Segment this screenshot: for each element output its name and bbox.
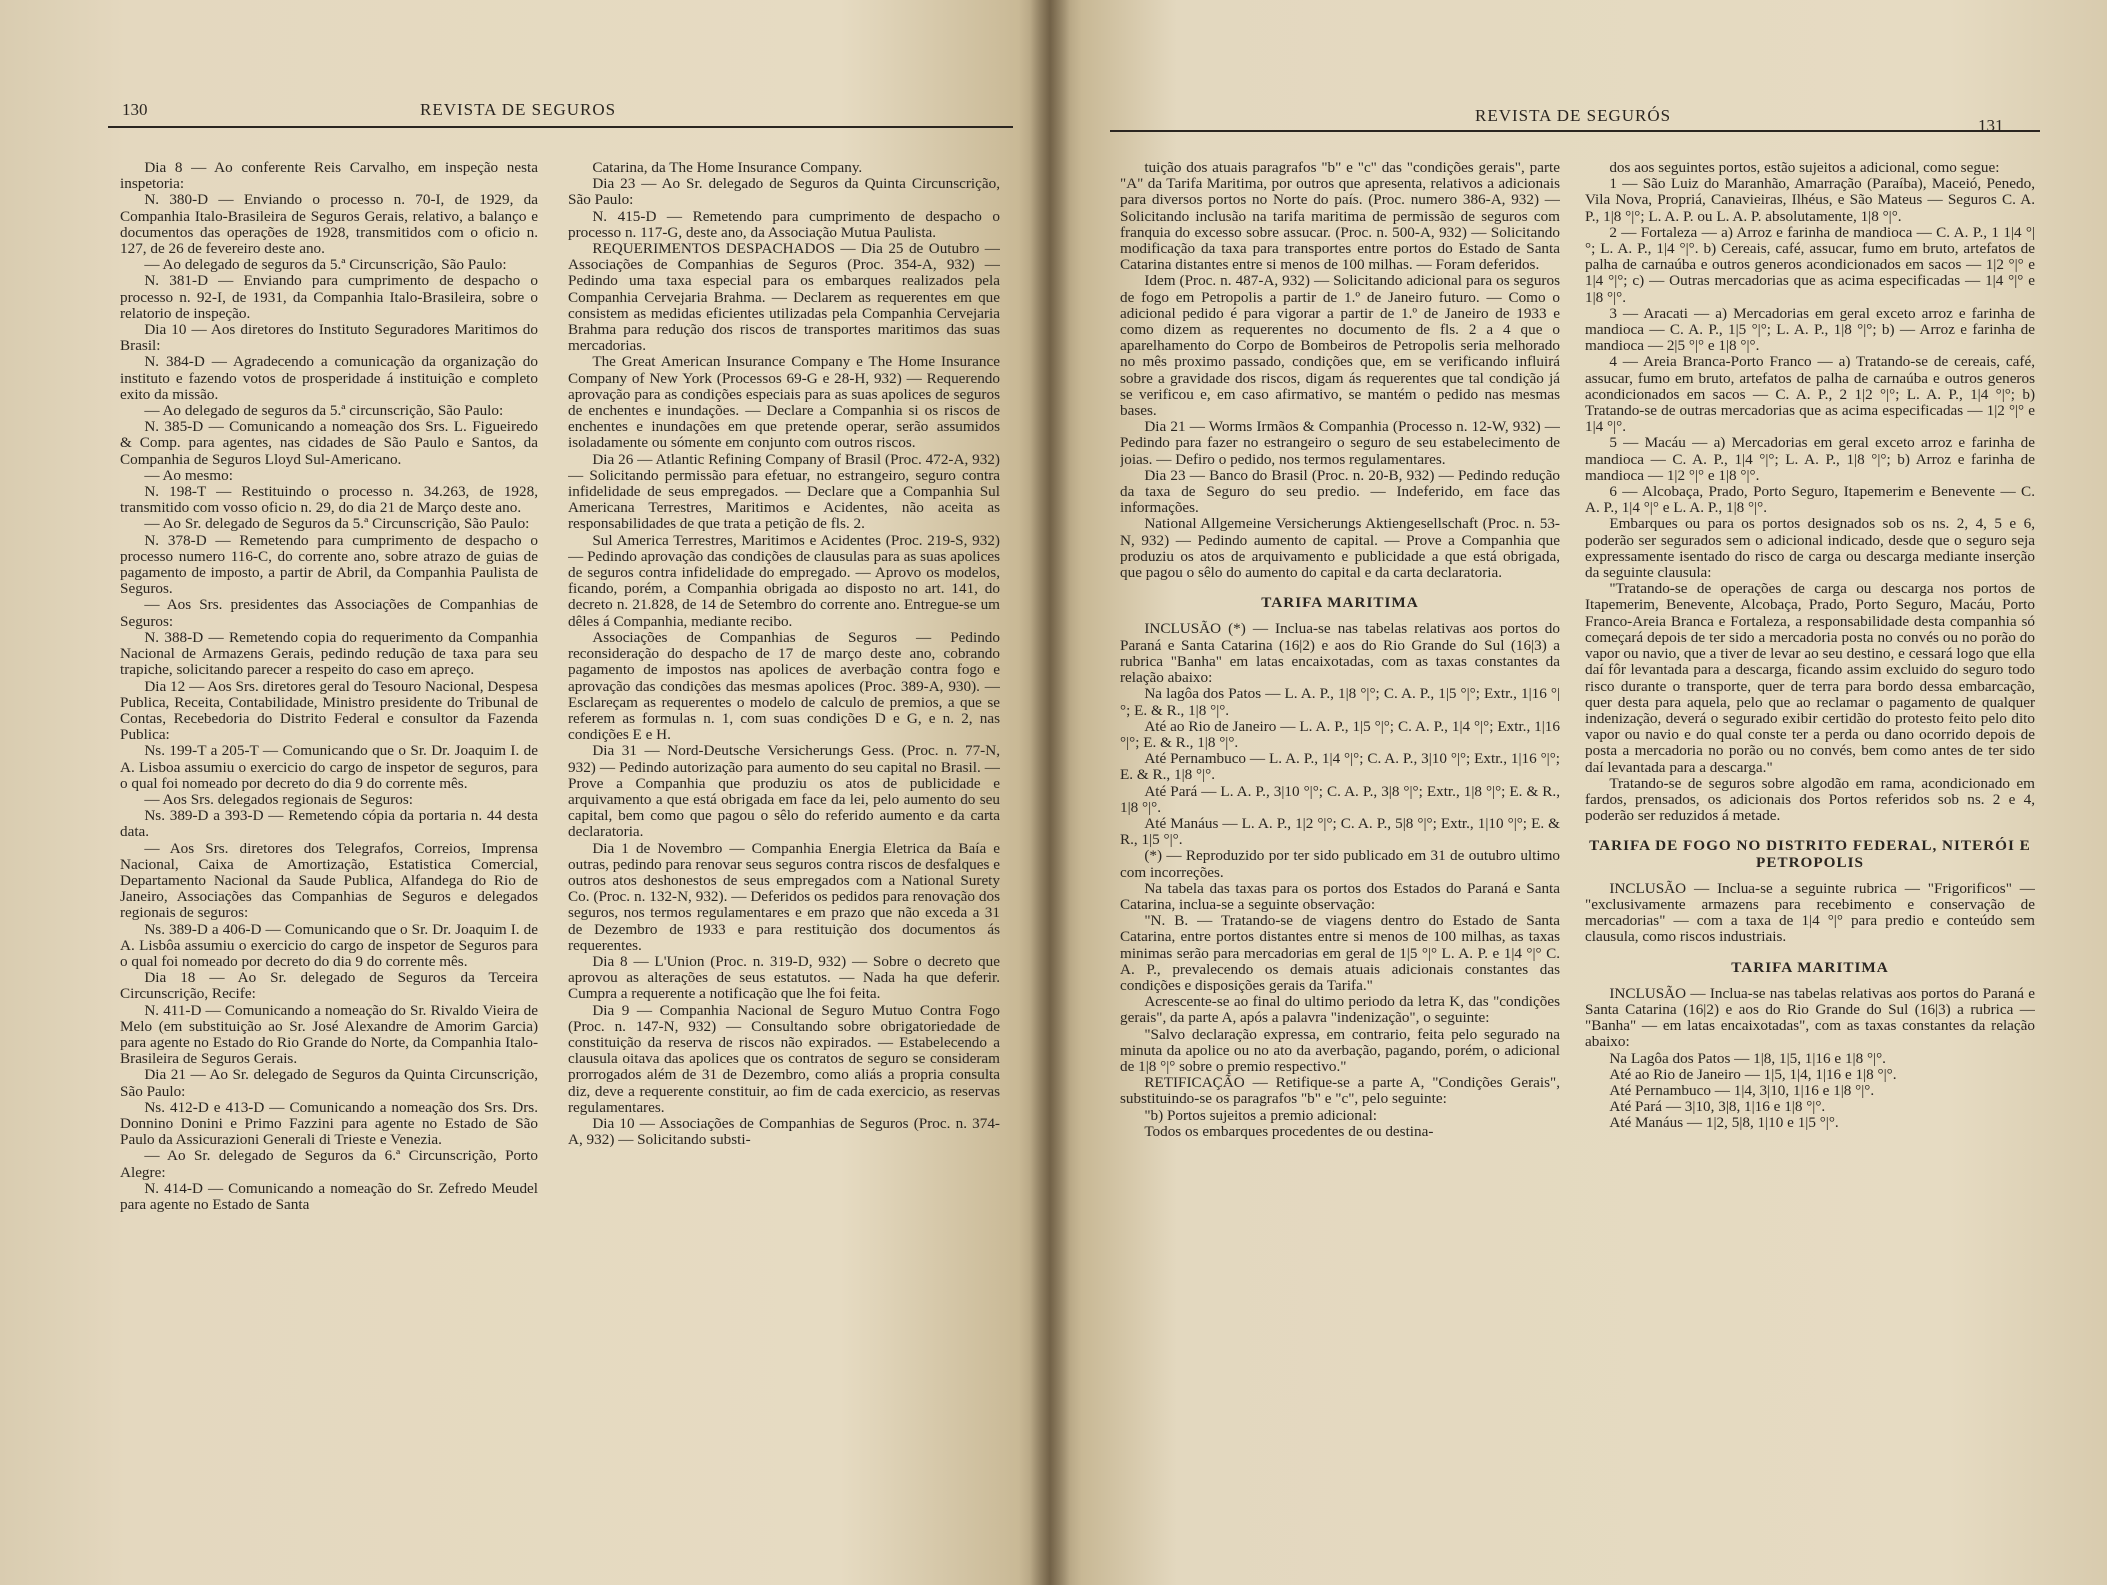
- paragraph: — Ao delegado de seguros da 5.ª circunscrição, São Paulo:: [144, 402, 504, 420]
- paragraph: "N. B. — Tratando-se de viagens dentro do Estado de Santa Catarina, entre portos distantes entre si menos de 100 milhas, as taxas minimas serão para mercadorias em geral de 1|5 °|° L. A. P. e 1|4 °|° C. A. P., prevalecendo os demais atuais adicionais constantes das condições e disposições gerais da Tarifa.": [1120, 912, 1560, 994]
- paragraph: The Great American Insurance Company e The Home Insurance Company of New York (Processos 69-G e 28-H, 932) — Requerendo aprovação para as condições especiais para as suas apolices de seguros de enchentes e inundações. — Declare a Companhia si os riscos de enchentes e inundações em que pretende operar, serão assumidos isoladamente ou sómente em conjunto com outros riscos.: [568, 353, 1000, 452]
- paragraph: Até Pará — 3|10, 3|8, 1|16 e 1|8 °|°.: [1609, 1098, 1826, 1116]
- paragraph: Associações de Companhias de Seguros — Pedindo reconsideração do despacho de 17 de março deste ano, cobrando pagamento de impostos nas apolices de averbação contra fogo e aprovação das condições das mesmas apolices (Proc. 389-A, 930). — Esclareçam as requerentes o modelo de calculo de premios, a que se referem as formulas n. 1, com suas condições D e G, e n. 2, nas condições E e H.: [568, 628, 1000, 744]
- column-2: [568, 160, 1000, 1400]
- gutter-shadow: [1030, 0, 1070, 1585]
- paragraph: Dia 26 — Atlantic Refining Company of Brasil (Proc. 472-A, 932) — Solicitando permissão para efetuar, no estrangeiro, seguro contra infidelidade de seus empregados. — Declare que a Companhia Sul Americana Terrestres, Maritimos e Acidentes, não aceita as responsabilidades de que trata a petição de fls. 2.: [568, 450, 1000, 533]
- column-1: [120, 160, 538, 1400]
- paragraph: Tratando-se de seguros sobre algodão em rama, acondicionado em fardos, prensados, os adicionais dos Portos referidos sob ns. 2 e 4, poderão ser reduzidos á metade.: [1585, 774, 2035, 825]
- paragraph: N. 384-D — Agradecendo a comunicação da organização do instituto e fazendo votos de prosperidade á instituição e completo exito da missão.: [120, 353, 538, 403]
- paragraph: "Tratando-se de operações de carga ou descarga nos portos de Itapemerim, Benevente, Alcobaça, Prado, Porto Seguro, Macáu, Porto Franco-Areia Branca e Fortaleza, a responsabilidade desta companhia só começará depois de ter sido a mercadoria posta no convés ou no porão do vapor ou navio, que a tiver de levar ao seu destino, e cessará logo que ella daí fôr levantada para a descarga, ficando assim excluido do seguro todo risco durante o transporte, quer de terra para bordo dessa embarcação, quer desta para aquela, pelo que ao reclamar o pagamento de qualquer indenização, deverá o segurado exibir certidão do protesto feito pelo dito vapor ou navio e do qual conste ter a perda ou dano ocorrido depois de posta a mercadoria no porão ou no convés, bem como antes de ter sido daí levantada para a descarga.": [1585, 580, 2035, 776]
- paragraph: Dia 12 — Aos Srs. diretores geral do Tesouro Nacional, Despesa Publica, Receita, Contabilidade, Ministro presidente do Tribunal de Contas, Recebedoria do Distrito Federal e consultor da Fazenda Publica:: [120, 677, 538, 744]
- paragraph: N. 385-D — Comunicando a nomeação dos Srs. L. Figueiredo & Comp. para agentes, nas cidades de São Paulo e Santos, da Companhia de Seguros Lloyd Sul-Americano.: [120, 418, 538, 468]
- paragraph: Idem (Proc. n. 487-A, 932) — Solicitando adicional para os seguros de fogo em Petropolis a partir de 1.º de Janeiro futuro. — Como o adicional pedido é para vigorar a partir de 1.º de Janeiro de 1933 e como dizem as requerentes no documento de fls. 2 a 4 que o aparelhamento do Corpo de Bombeiros de Petropolis seria melhorado no mês proximo passado, condições que, em se verificando influirá sobre a gravidade dos riscos, digam ás requerentes que tal condição já se verificou e, em caso afirmativo, se mantém o pedido nas mesmas bases.: [1120, 272, 1560, 420]
- paragraph: — Ao Sr. delegado de Seguros da 6.ª Circunscrição, Porto Alegre:: [120, 1147, 538, 1181]
- paragraph: N. 414-D — Comunicando a nomeação do Sr. Zefredo Meudel para agente no Estado de Santa: [120, 1179, 538, 1213]
- paragraph: — Ao Sr. delegado de Seguros da 5.ª Circunscrição, São Paulo:: [144, 515, 530, 533]
- paragraph: N. 411-D — Comunicando a nomeação do Sr. Rivaldo Vieira de Melo (em substituição ao Sr. José Alexandre de Amorim Garcia) para agente no Estado do Rio Grande do Norte, da Companhia Italo-Brasileira de Seguros Gerais.: [120, 1001, 538, 1068]
- section-heading: TARIFA DE FOGO NO DISTRITO FEDERAL, NITERÓI E PETROPOLIS: [1589, 837, 2031, 871]
- paragraph: Dia 1 de Novembro — Companhia Energia Eletrica da Baía e outras, pedindo para renovar seus seguros contra riscos de desfalques e outros atos deshonestos de seus empregados com a National Surety Co. (Proc. n. 132-N, 932). — Deferidos os pedidos para renovação dos seguros, nos termos regulamentares e em prazo que não exceda a 31 de Dezembro de 1933 e para restituição dos documentos ás requerentes.: [568, 839, 1000, 954]
- paragraph: dos aos seguintes portos, estão sujeitos a adicional, como segue:: [1609, 160, 2000, 176]
- paragraph: Acrescente-se ao final do ultimo periodo da letra K, das "condições gerais", da parte A, após a palavra "indenização", o seguinte:: [1120, 993, 1560, 1027]
- paragraph: Catarina, da The Home Insurance Company.: [592, 160, 863, 176]
- paragraph: N. 381-D — Enviando para cumprimento de despacho o processo n. 92-I, de 1931, da Companhia Italo-Brasileira, sobre o relatorio de inspeção.: [120, 272, 538, 322]
- paragraph: REQUERIMENTOS DESPACHADOS — Dia 25 de Outubro — Associações de Companhias de Seguros (Proc. 354-A, 932) — Pedindo uma taxa especial para os embarques realizados pela Companhia Cervejaria Brahma. — Declarem as requerentes em que consistem as medidas eficientes utilizadas pela Companhia Cervejaria Brahma para redução dos riscos de transportes maritimos das suas mercadorias.: [568, 240, 1000, 355]
- paragraph: "Salvo declaração expressa, em contrario, feita pelo segurado na minuta da apolice ou no ato da averbação, pagando, porém, o adicional de 1|8 °|° sobre o premio respectivo.": [1120, 1025, 1560, 1075]
- paragraph: Até Pernambuco — 1|4, 3|10, 1|16 e 1|8 °|°.: [1609, 1081, 1875, 1099]
- paragraph: 2 — Fortaleza — a) Arroz e farinha de mandioca — C. A. P., 1 1|4 °|°; L. A. P., 1|4 °|°. b) Cereais, café, assucar, fumo em bruto, artefatos de palha de carnaúba e outros generos acondicionados em sacos — 1|2 °|° e 1|4 °|°; c) — Outras mercadorias que as acima especificadas — 1|4 °|° e 1|8 °|°.: [1585, 223, 2035, 306]
- paragraph: Dia 23 — Banco do Brasil (Proc. n. 20-B, 932) — Pedindo redução da taxa de Seguro do seu predio. — Indeferido, em face das informações.: [1120, 466, 1560, 517]
- paragraph: — Aos Srs. delegados regionais de Seguros:: [144, 790, 414, 808]
- section-heading: TARIFA MARITIMA: [1261, 594, 1419, 612]
- paragraph: N. 415-D — Remetendo para cumprimento de despacho o processo n. 117-G, deste ano, da Associação Mutua Paulista.: [568, 207, 1000, 241]
- paragraph: Dia 10 — Associações de Companhias de Seguros (Proc. n. 374-A, 932) — Solicitando substi-: [568, 1114, 1000, 1149]
- paragraph: Ns. 199-T a 205-T — Comunicando que o Sr. Dr. Joaquim I. de A. Lisboa assumiu o exercicio do cargo de inspetor de seguros, para o qual foi nomeado por decreto do dia 9 do corrente mês.: [120, 742, 538, 792]
- paragraph: Dia 8 — L'Union (Proc. n. 319-D, 932) — Sobre o decreto que aprovou as alterações de seus estatutos. — Nada ha que deferir. Cumpra a requerente a notificação que lhe foi feita.: [568, 952, 1000, 1003]
- paragraph: Na lagôa dos Patos — L. A. P., 1|8 °|°; C. A. P., 1|5 °|°; Extr., 1|16 °|°; E. & R., 1|8 °|°.: [1120, 685, 1560, 719]
- paragraph: N. 378-D — Remetendo para cumprimento de despacho o processo numero 116-C, do corrente ano, sobre atrazo de guias de pagamento de imposto, a partir de Abril, da Companhia Paulista de Seguros.: [120, 531, 538, 598]
- paragraph: Até Pará — L. A. P., 3|10 °|°; C. A. P., 3|8 °|°; Extr., 1|8 °|°; E. & R., 1|8 °|°.: [1120, 782, 1560, 816]
- paragraph: — Ao delegado de seguros da 5.ª Circunscrição, São Paulo:: [144, 256, 507, 274]
- running-head: REVISTA DE SEGURÓS: [1475, 106, 1672, 125]
- paragraph: N. 380-D — Enviando o processo n. 70-I, de 1929, da Companhia Italo-Brasileira de Seguros Gerais, relativo, a balanço e documentos das operações de 1928, transmitidos com o oficio n. 127, de 26 de fevereiro deste ano.: [120, 191, 538, 258]
- paragraph: Todos os embarques procedentes de ou destina-: [1144, 1122, 1434, 1140]
- running-head: REVISTA DE SEGUROS: [420, 100, 617, 119]
- paragraph: Dia 8 — Ao conferente Reis Carvalho, em inspeção nesta inspetoria:: [120, 160, 538, 193]
- column-4: [1585, 160, 2035, 1410]
- column-3: [1120, 160, 1560, 1410]
- paragraph: Ns. 412-D e 413-D — Comunicando a nomeação dos Srs. Drs. Donnino Donini e Primo Fazzini para agente no Estado de São Paulo da Assicurazioni Generali di Trieste e Venezia.: [120, 1098, 538, 1149]
- page-number: 130: [122, 100, 148, 119]
- paragraph: Na tabela das taxas para os portos dos Estados do Paraná e Santa Catarina, inclua-se a seguinte observação:: [1120, 879, 1560, 913]
- right-page: [1050, 0, 2107, 1585]
- paragraph: 3 — Aracati — a) Mercadorias em geral exceto arroz e farinha de mandioca — C. A. P., 1|5 °|°; L. A. P., 1|8 °|°; b) — Arroz e farinha de mandioca — 2|5 °|° e 1|8 °|°.: [1585, 304, 2035, 355]
- paragraph: N. 388-D — Remetendo copia do requerimento da Companhia Nacional de Armazens Gerais, pedindo redução de taxa para seu trapiche, solicitando parecer a respeito do caso em apreço.: [120, 628, 538, 679]
- paragraph: Até Manáus — L. A. P., 1|2 °|°; C. A. P., 5|8 °|°; Extr., 1|10 °|°; E. & R., 1|5 °|°.: [1120, 814, 1560, 849]
- paragraph: — Aos Srs. presidentes das Associações de Companhias de Seguros:: [120, 596, 538, 630]
- paragraph: Dia 10 — Aos diretores do Instituto Seguradores Maritimos do Brasil:: [120, 321, 538, 355]
- paragraph: INCLUSÃO — Inclua-se nas tabelas relativas aos portos do Paraná e Santa Catarina (16|2) e aos do Rio Grande do Sul (16|3) a rubrica — "Banha" — em latas encaixotadas", com as taxas constantes da relação abaixo:: [1585, 984, 2035, 1051]
- paragraph: Dia 21 — Ao Sr. delegado de Seguros da Quinta Circunscrição, São Paulo:: [120, 1066, 538, 1100]
- paragraph: — Aos Srs. diretores dos Telegrafos, Correios, Imprensa Nacional, Caixa de Amortização, Estatistica Comercial, Departamento Nacional da Saude Publica, Alfandega do Rio de Janeiro, Associações das Companhias de Seguros e delegados regionais de seguros:: [120, 839, 538, 922]
- paragraph: INCLUSÃO (*) — Inclua-se nas tabelas relativas aos portos do Paraná e Santa Catarina (16|2) e aos do Rio Grande do Sul (16|3) a rubrica "Banha" em latas encaixotadas, com as taxas constantes da relação abaixo:: [1120, 620, 1560, 687]
- page-number: 131: [1978, 116, 2004, 135]
- paragraph: Ns. 389-D a 406-D — Comunicando que o Sr. Dr. Joaquim I. de A. Lisbôa assumiu o exercicio do cargo de inspetor de Seguros para o qual foi nomeado por decreto do dia 9 do corrente mês.: [120, 920, 538, 970]
- paragraph: Na Lagôa dos Patos — 1|8, 1|5, 1|16 e 1|8 °|°.: [1609, 1049, 1886, 1067]
- paragraph: Dia 31 — Nord-Deutsche Versicherungs Gess. (Proc. n. 77-N, 932) — Pedindo autorização para aumento do seu capital no Brasil. — Prove a Companhia que produziu os atos de publicidade e arquivamento a que está obrigada em face da lei, pelo aumento do seu capital, bem como que pagou o sêlo do referido aumento e da carta declaratoria.: [568, 742, 1000, 841]
- paragraph: "b) Portos sujeitos a premio adicional:: [1144, 1106, 1378, 1124]
- paragraph: Até Manáus — 1|2, 5|8, 1|10 e 1|5 °|°.: [1609, 1114, 1839, 1132]
- paragraph: Até Pernambuco — L. A. P., 1|4 °|°; C. A. P., 3|10 °|°; Extr., 1|16 °|°; E. & R., 1|8 °|°.: [1120, 750, 1560, 784]
- paragraph: 1 — São Luiz do Maranhão, Amarração (Paraíba), Maceió, Penedo, Vila Nova, Propriá, Canavieiras, Ilhéus, e São Mateus — Seguros C. A. P., 1|8 °|°; L. A. P. ou L. A. P. absolutamente, 1|8 °|°.: [1585, 175, 2035, 225]
- header-rule: [1110, 130, 2040, 132]
- paragraph: Embarques ou para os portos designados sob os ns. 2, 4, 5 e 6, poderão ser segurados sem o adicional indicado, desde que o seguro seja expressamente isentado do risco de carga ou descarga mediante inserção da seguinte clausula:: [1585, 515, 2035, 582]
- paragraph: tuição dos atuais paragrafos "b" e "c" das "condições gerais", parte "A" da Tarifa Maritima, por outros que apresenta, relativos a adicionais para diversos portos no Norte do país. (Proc. numero 386-A, 932) — Solicitando inclusão na tarifa maritima de permissão de seguros com franquia do excesso sobre assucar. (Proc. n. 500-A, 932) — Solicitando modificação da taxa para transportes entre portos do Estado de Santa Catarina distantes entre si menos de 100 milhas. — Foram deferidos.: [1120, 160, 1560, 274]
- paragraph: 6 — Alcobaça, Prado, Porto Seguro, Itapemerim e Benevente — C. A. P., 1|4 °|° e L. A. P., 1|8 °|°.: [1585, 483, 2035, 517]
- paragraph: Dia 23 — Ao Sr. delegado de Seguros da Quinta Circunscrição, São Paulo:: [568, 175, 1000, 209]
- paragraph: RETIFICAÇÃO — Retifique-se a parte A, "Condições Gerais", substituindo-se os paragrafos "b" e "c", pelo seguinte:: [1120, 1074, 1560, 1108]
- section-heading: TARIFA MARITIMA: [1731, 958, 1889, 976]
- paragraph: — Ao mesmo:: [144, 466, 233, 484]
- paragraph: Até ao Rio de Janeiro — L. A. P., 1|5 °|°; C. A. P., 1|4 °|°; Extr., 1|16 °|°; E. & R., 1|8 °|°.: [1120, 717, 1560, 751]
- paragraph: Dia 9 — Companhia Nacional de Seguro Mutuo Contra Fogo (Proc. n. 147-N, 932) — Consultando sobre obrigatoriedade de constituição da reserva de riscos não expirados. — Estabelecendo a clausula oitava das apolices que os contratos de seguro se consideram prorrogados além de 31 de Dezembro, como aliás a propria consulta diz, deve a requerente constituir, ao fim de cada exercicio, as reservas regulamentares.: [568, 1001, 1000, 1116]
- paragraph: INCLUSÃO — Inclua-se a seguinte rubrica — "Frigorificos" — "exclusivamente armazens para recebimento e conservação de mercadorias" — com a taxa de 1|4 °|° para predio e conteúdo sem clausula, como riscos industriais.: [1585, 879, 2035, 946]
- paragraph: (*) — Reproduzido por ter sido publicado em 31 de outubro ultimo com incorreções.: [1120, 847, 1560, 881]
- header-rule: [108, 126, 1013, 128]
- paragraph: Dia 21 — Worms Irmãos & Companhia (Processo n. 12-W, 932) — Pedindo para fazer no estrangeiro o seguro de seu estabelecimento de joias. — Defiro o pedido, nos termos regulamentares.: [1120, 418, 1560, 468]
- paragraph: N. 198-T — Restituindo o processo n. 34.263, de 1928, transmitido com vosso oficio n. 29, do dia 21 de Março deste ano.: [120, 483, 538, 517]
- paragraph: 4 — Areia Branca-Porto Franco — a) Tratando-se de cereais, café, assucar, fumo em bruto, artefatos de palha de carnaúba e outros generos acondicionados em sacos — C. A. P., 2 1|2 °|°; L. A. P., 1|4 °|°; b) Tratando-se de outras mercadorias que as acima especificadas — 1|2 °|° e 1|4 °|°.: [1585, 353, 2035, 436]
- paragraph: 5 — Macáu — a) Mercadorias em geral exceto arroz e farinha de mandioca — C. A. P., 1|4 °|°; L. A. P., 1|8 °|°; b) Arroz e farinha de mandioca — 1|2 °|° e 1|8 °|°.: [1585, 434, 2035, 484]
- paragraph: Até ao Rio de Janeiro — 1|5, 1|4, 1|16 e 1|8 °|°.: [1609, 1065, 1897, 1083]
- paragraph: Dia 18 — Ao Sr. delegado de Seguros da Terceira Circunscrição, Recife:: [120, 969, 538, 1003]
- paragraph: Ns. 389-D a 393-D — Remetendo cópia da portaria n. 44 desta data.: [120, 807, 538, 841]
- paragraph: National Allgemeine Versicherungs Aktiengesellschaft (Proc. n. 53-N, 932) — Pedindo aumento de capital. — Prove a Companhia que produziu os atos de arquivamento e publicidade a que está obrigada, que pagou o sêlo do aumento do capital e da carta declaratoria.: [1120, 515, 1560, 582]
- left-page: [0, 0, 1050, 1585]
- paragraph: Sul America Terrestres, Maritimos e Acidentes (Proc. 219-S, 932) — Pedindo aprovação das condições de clausulas para as suas apolices de seguros contra infidelidade do empregado. — Aprovo os modelos, ficando, porém, a Companhia obrigada ao disposto no art. 141, do decreto n. 21.828, de 14 de Setembro do corrente ano. Entregue-se um dêles á Companhia, mediante recibo.: [568, 531, 1000, 630]
